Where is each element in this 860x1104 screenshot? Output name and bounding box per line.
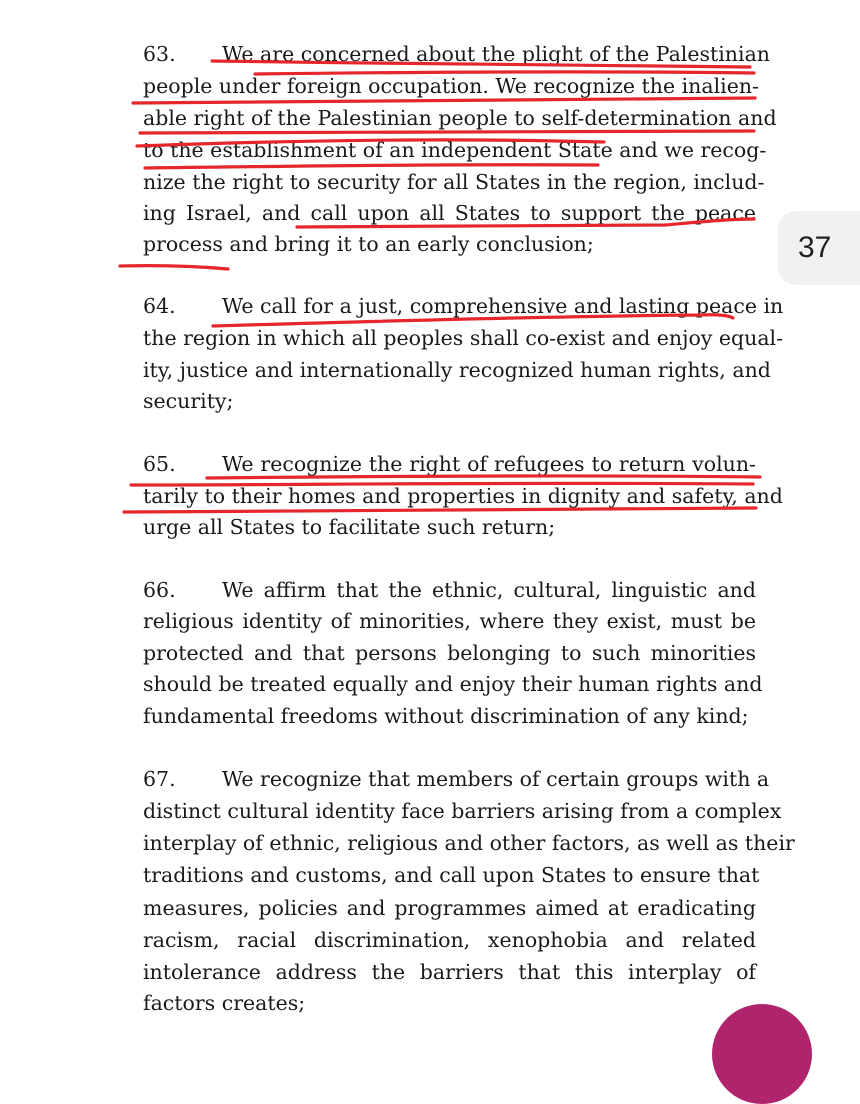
paragraph-63-line-3: able right of the Palestinian people to self-determination and bbox=[143, 106, 777, 130]
floating-action-button[interactable] bbox=[712, 1004, 812, 1104]
paragraph-65-line-2: tarily to their homes and properties in dignity and safety, and bbox=[143, 484, 783, 508]
paragraph-67-line-5: measures, policies and programmes aimed at eradicating bbox=[143, 896, 756, 920]
paragraph-64-line-2: the region in which all peoples shall co-exist and enjoy equal- bbox=[143, 326, 784, 350]
paragraph-66-line-5: fundamental freedoms without discrimination of any kind; bbox=[143, 704, 749, 728]
paragraph-67-line-2: distinct cultural identity face barriers arising from a complex bbox=[143, 799, 782, 823]
paragraph-65-line-3: urge all States to facilitate such return; bbox=[143, 515, 556, 539]
paragraph-66-line-1: 66. We affirm that the ethnic, cultural, linguistic and bbox=[143, 575, 756, 606]
paragraph-number: 67. bbox=[143, 767, 176, 791]
paragraph-65-line-1: 65. We recognize the right of refugees to return volun- bbox=[143, 449, 756, 480]
paragraph-67-line-8: factors creates; bbox=[143, 991, 306, 1015]
paragraph-number: 65. bbox=[143, 452, 176, 476]
paragraph-66-line-4: should be treated equally and enjoy their human rights and bbox=[143, 672, 763, 696]
underline-stroke bbox=[120, 266, 228, 269]
paragraph-63-line-1: 63. We are concerned about the plight of the Palestinian bbox=[143, 39, 756, 70]
paragraph-64-line-4: security; bbox=[143, 389, 234, 413]
paragraph-63-line-5: nize the right to security for all States in the region, includ- bbox=[143, 170, 765, 194]
paragraph-63-line-4: to the establishment of an independent State and we recog- bbox=[143, 138, 767, 162]
paragraph-number: 63. bbox=[143, 42, 176, 66]
paragraph-63-line-6: ing Israel, and call upon all States to support the peace bbox=[143, 201, 756, 225]
paragraph-67-line-7: intolerance address the barriers that this interplay of bbox=[143, 960, 756, 984]
paragraph-63-line-2: people under foreign occupation. We recognize the inalien- bbox=[143, 74, 759, 98]
paragraph-66-line-3: protected and that persons belonging to such minorities bbox=[143, 641, 756, 665]
paragraph-67-line-3: interplay of ethnic, religious and other factors, as well as their bbox=[143, 831, 795, 855]
paragraph-64-line-3: ity, justice and internationally recognized human rights, and bbox=[143, 358, 771, 382]
paragraph-67-line-6: racism, racial discrimination, xenophobia and related bbox=[143, 928, 756, 952]
paragraph-63-line-7: process and bring it to an early conclusion; bbox=[143, 232, 594, 256]
paragraph-64-line-1: 64. We call for a just, comprehensive and lasting peace in bbox=[143, 291, 756, 322]
page-number: 37 bbox=[798, 231, 832, 264]
paragraph-67-line-4: traditions and customs, and call upon States to ensure that bbox=[143, 863, 760, 887]
paragraph-67-line-1: 67. We recognize that members of certain groups with a bbox=[143, 764, 756, 795]
paragraph-number: 66. bbox=[143, 578, 176, 602]
paragraph-number: 64. bbox=[143, 294, 176, 318]
paragraph-66-line-2: religious identity of minorities, where they exist, must be bbox=[143, 609, 756, 633]
